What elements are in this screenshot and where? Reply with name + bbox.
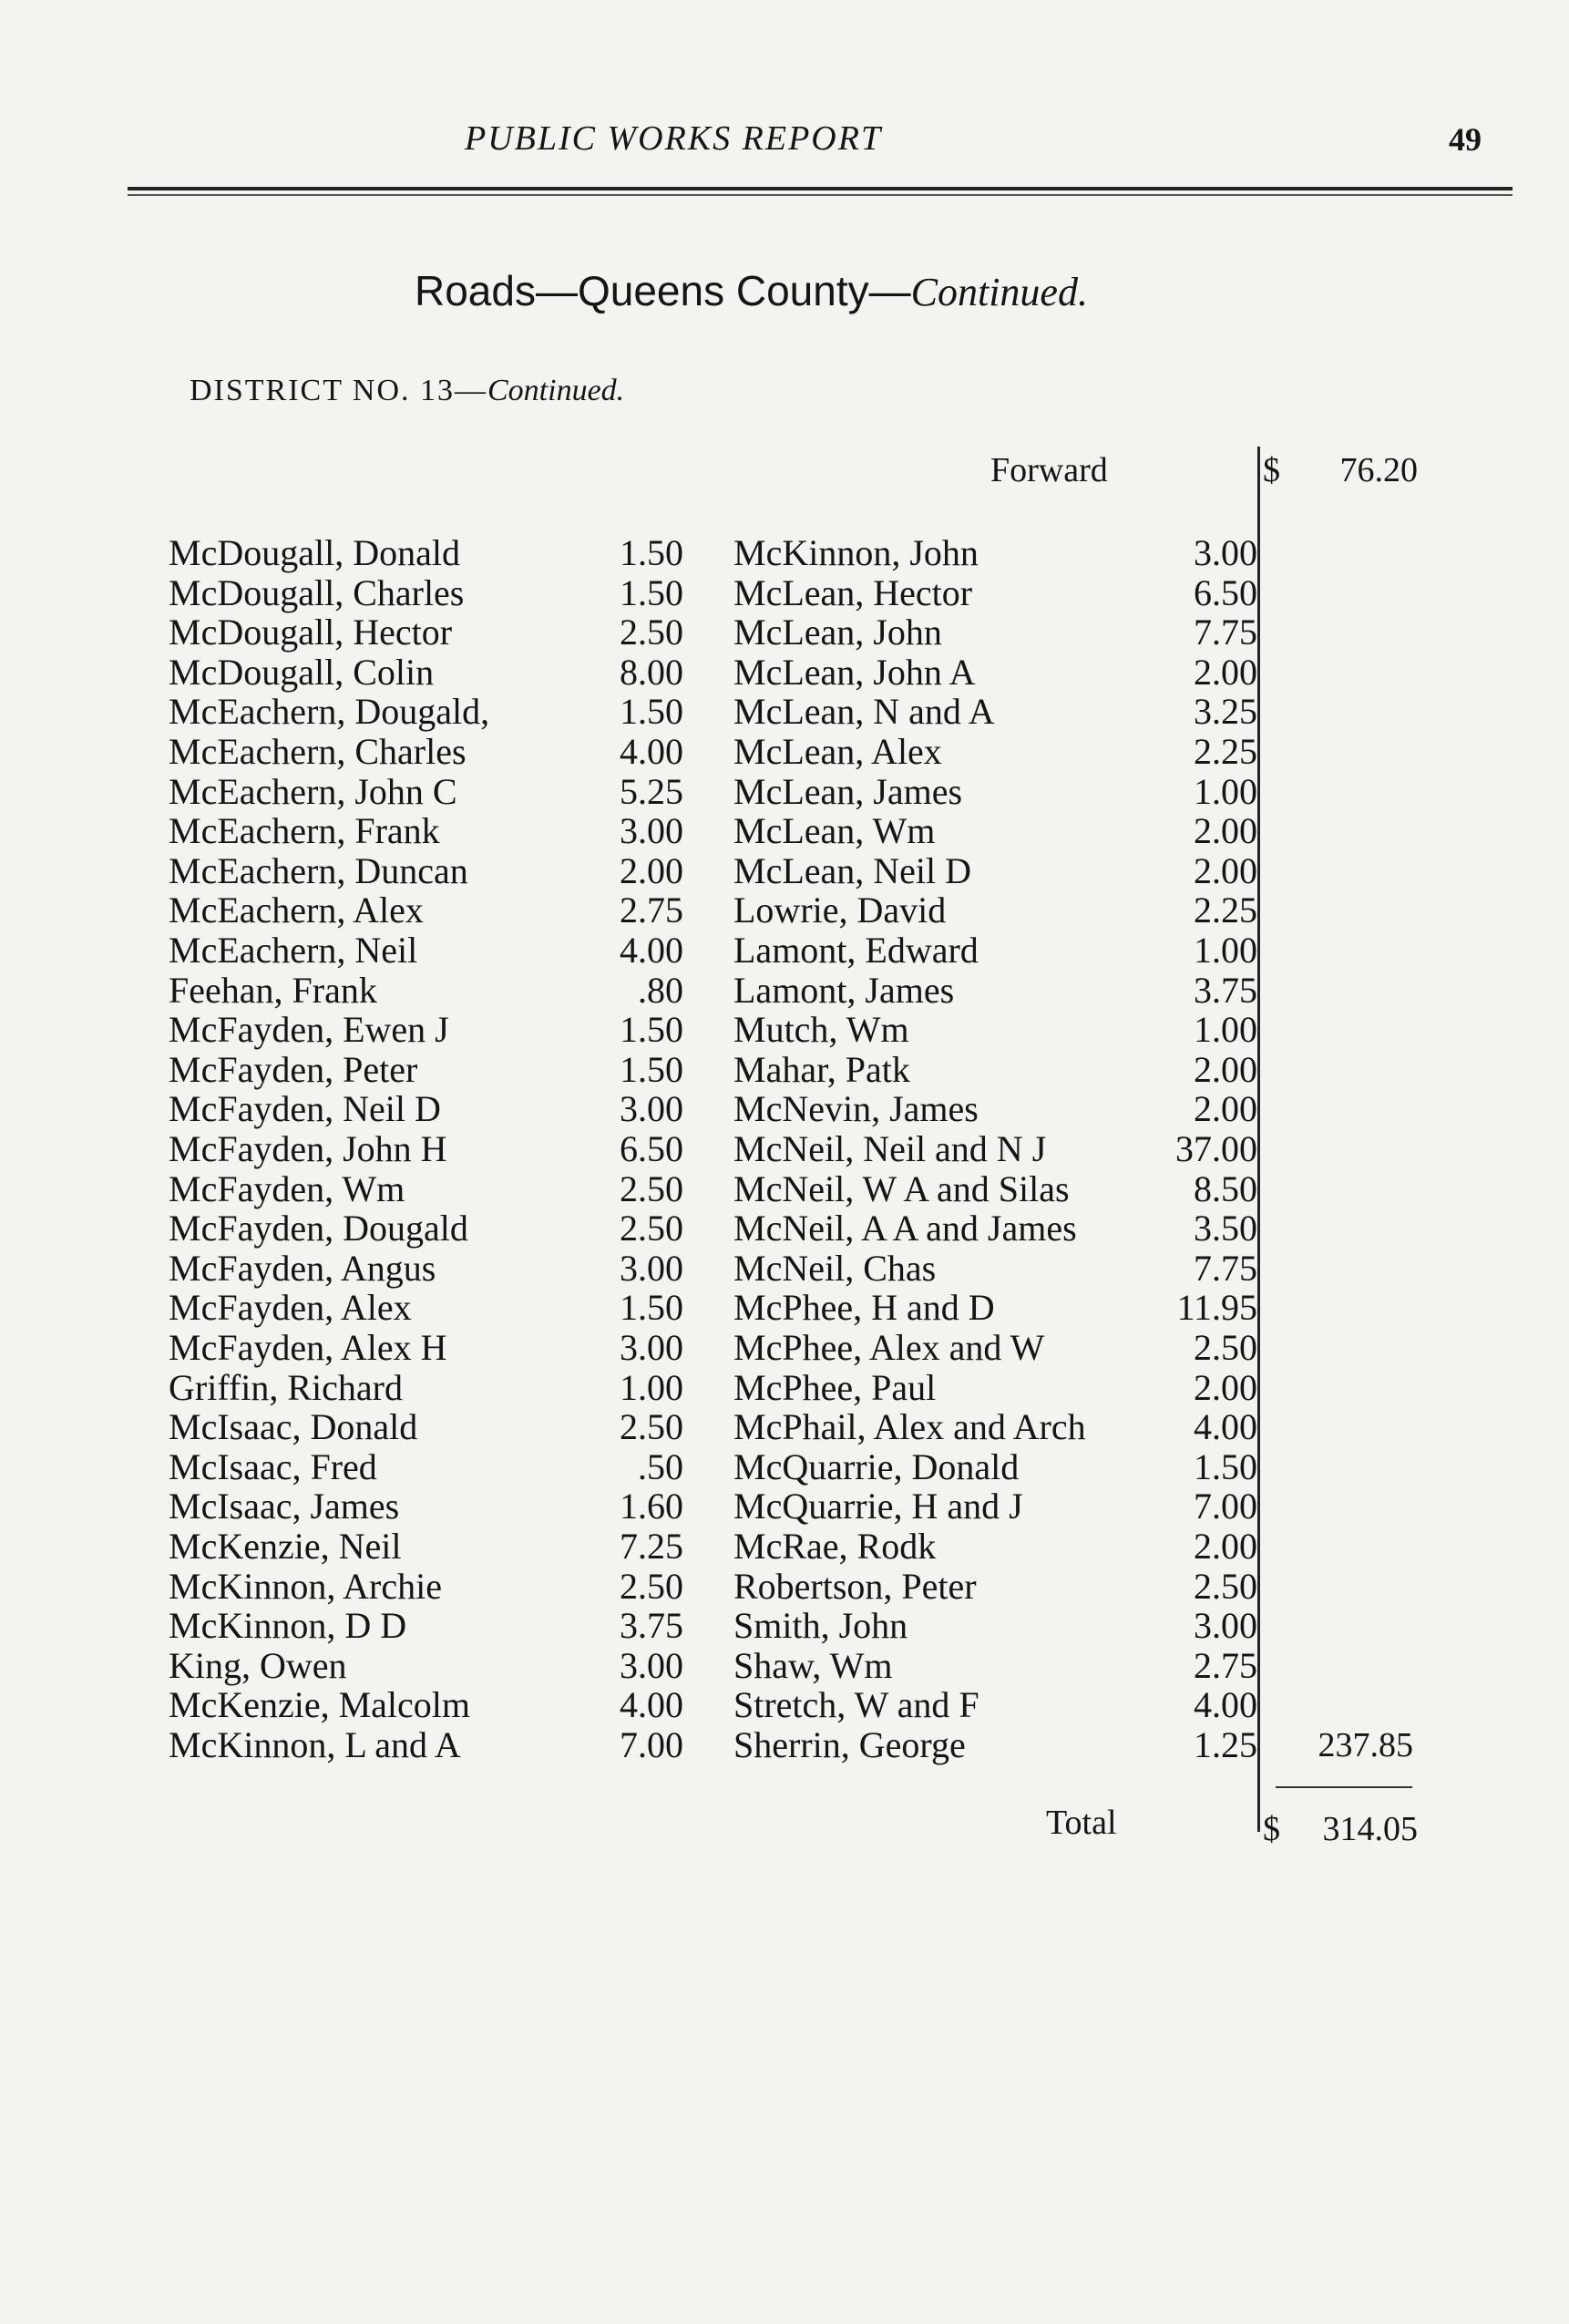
entry-amount: 3.50 <box>1194 1208 1257 1249</box>
entry-name: McDougall, Donald <box>169 532 460 573</box>
entry-amount: 3.00 <box>620 1644 683 1686</box>
entry-amount: 2.50 <box>1194 1327 1257 1368</box>
entry-amount: 2.50 <box>620 612 683 653</box>
entry-name: McEachern, John C <box>169 770 457 812</box>
entry-name: McEachern, Charles <box>169 731 467 772</box>
entry-amount: 1.00 <box>1194 930 1257 971</box>
entry-amount: 1.50 <box>620 691 683 733</box>
entry-amount: 4.00 <box>620 731 683 772</box>
entry-name: McFayden, Wm <box>169 1167 405 1209</box>
entry-amount: 4.00 <box>1194 1406 1257 1448</box>
entry-name: McFayden, Neil D <box>169 1088 441 1130</box>
forward-currency: $ <box>1263 451 1280 489</box>
entry-amount: 1.00 <box>1194 1009 1257 1051</box>
entry-amount: 2.50 <box>620 1208 683 1249</box>
entry-name: Shaw, Wm <box>733 1644 893 1686</box>
entry-amount: 1.25 <box>1194 1724 1257 1765</box>
district-continued: Continued. <box>487 374 625 407</box>
entry-name: McIsaac, Fred <box>169 1445 377 1487</box>
district-label: DISTRICT NO. 13— <box>190 374 487 407</box>
header-rule <box>128 187 1513 190</box>
entry-name: McEachern, Frank <box>169 810 440 852</box>
entry-amount: 3.00 <box>620 810 683 852</box>
header-rule-thin <box>128 194 1513 196</box>
total-amount <box>1263 1809 1418 1849</box>
entry-amount: 7.75 <box>1194 1247 1257 1289</box>
entry-amount: 1.50 <box>620 571 683 613</box>
entry-amount: 2.25 <box>1194 889 1257 931</box>
entry-name: McNevin, James <box>733 1088 979 1130</box>
entry-amount: 1.00 <box>1194 770 1257 812</box>
entry-name: McEachern, Alex <box>169 889 424 931</box>
entry-name: McIsaac, James <box>169 1486 400 1527</box>
entry-name: Lamont, Edward <box>733 930 979 971</box>
entry-amount: 37.00 <box>1175 1128 1257 1169</box>
entry-amount: 2.50 <box>620 1167 683 1209</box>
entry-amount: 1.50 <box>620 1009 683 1051</box>
section-title-continued: Continued. <box>910 270 1088 314</box>
forward-value: 76.20 <box>1339 451 1418 489</box>
entry-amount: .80 <box>638 969 683 1011</box>
section-title <box>415 266 1088 315</box>
entry-name: McEachern, Neil <box>169 930 418 971</box>
entry-name: McIsaac, Donald <box>169 1406 418 1448</box>
entry-name: King, Owen <box>169 1644 347 1686</box>
entry-name: Feehan, Frank <box>169 969 377 1011</box>
entry-name: McLean, John <box>733 612 942 653</box>
entry-amount: 3.00 <box>1194 1605 1257 1647</box>
entry-amount: 8.00 <box>620 651 683 693</box>
entry-name: McFayden, Angus <box>169 1247 436 1289</box>
entry-amount: 2.00 <box>1194 1088 1257 1130</box>
entry-name: McKinnon, John <box>733 532 979 573</box>
forward-amount <box>1263 450 1418 490</box>
entry-name: McLean, James <box>733 770 963 812</box>
entry-name: McDougall, Charles <box>169 571 465 613</box>
entry-name: McLean, John A <box>733 651 976 693</box>
entry-amount: 6.50 <box>620 1128 683 1169</box>
entry-amount: 2.50 <box>1194 1565 1257 1607</box>
entry-name: McKinnon, Archie <box>169 1565 442 1607</box>
entry-name: McFayden, Alex H <box>169 1327 447 1368</box>
entry-amount: 3.75 <box>1194 969 1257 1011</box>
entry-amount: 5.25 <box>620 770 683 812</box>
entry-amount: 4.00 <box>1194 1684 1257 1726</box>
entry-amount: 2.00 <box>620 849 683 891</box>
district-heading <box>190 374 624 408</box>
entry-name: McKenzie, Malcolm <box>169 1684 470 1726</box>
entry-amount: 4.00 <box>620 1684 683 1726</box>
entry-name: McLean, Hector <box>733 571 973 613</box>
entry-name: McKinnon, D D <box>169 1605 407 1647</box>
entry-amount: 2.00 <box>1194 810 1257 852</box>
entry-amount: 1.50 <box>1194 1445 1257 1487</box>
entry-amount: 3.75 <box>620 1605 683 1647</box>
entry-amount: 2.00 <box>1194 849 1257 891</box>
entry-amount: 1.50 <box>620 1048 683 1090</box>
entry-amount: 7.75 <box>1194 612 1257 653</box>
entry-amount: 2.00 <box>1194 1526 1257 1567</box>
entry-amount: 3.00 <box>1194 532 1257 573</box>
entry-amount: 1.60 <box>620 1486 683 1527</box>
entry-name: McNeil, Chas <box>733 1247 937 1289</box>
entry-amount: 7.00 <box>1194 1486 1257 1527</box>
entry-amount: 3.00 <box>620 1088 683 1130</box>
total-currency: $ <box>1263 1810 1280 1848</box>
entry-name: Griffin, Richard <box>169 1366 403 1408</box>
entry-name: Smith, John <box>733 1605 908 1647</box>
entry-amount: 2.00 <box>1194 1048 1257 1090</box>
entry-name: Lowrie, David <box>733 889 947 931</box>
entry-name: Lamont, James <box>733 969 955 1011</box>
amount-column-rule <box>1257 447 1260 1832</box>
running-header-title: PUBLIC WORKS REPORT <box>465 119 883 158</box>
entry-amount: 6.50 <box>1194 571 1257 613</box>
total-value: 314.05 <box>1322 1810 1418 1848</box>
entry-amount: 2.50 <box>620 1565 683 1607</box>
total-label: Total <box>1046 1804 1117 1842</box>
entry-name: McFayden, Dougald <box>169 1208 468 1249</box>
entry-name: McPhee, Paul <box>733 1366 937 1408</box>
entry-amount: 1.00 <box>620 1366 683 1408</box>
entry-name: McNeil, A A and James <box>733 1208 1077 1249</box>
entry-name: Mahar, Patk <box>733 1048 910 1090</box>
entry-name: McPhee, Alex and W <box>733 1327 1045 1368</box>
entry-amount: 7.00 <box>620 1724 683 1765</box>
entry-name: McFayden, Ewen J <box>169 1009 449 1051</box>
entry-name: McRae, Rodk <box>733 1526 937 1567</box>
entry-amount: 1.50 <box>620 532 683 573</box>
entry-name: McKenzie, Neil <box>169 1526 402 1567</box>
subtotal-amount: 237.85 <box>1318 1726 1413 1764</box>
entry-name: McNeil, W A and Silas <box>733 1167 1070 1209</box>
entry-name: McPhee, H and D <box>733 1287 995 1329</box>
entry-name: McFayden, Alex <box>169 1287 412 1329</box>
entry-name: McFayden, John H <box>169 1128 447 1169</box>
entry-name: McEachern, Dougald, <box>169 691 490 733</box>
entry-name: McEachern, Duncan <box>169 849 468 891</box>
entry-amount: 2.75 <box>620 889 683 931</box>
entry-amount: 2.50 <box>620 1406 683 1448</box>
entry-amount: 7.25 <box>620 1526 683 1567</box>
entry-name: McQuarrie, H and J <box>733 1486 1023 1527</box>
entry-amount: 3.25 <box>1194 691 1257 733</box>
entry-amount: 3.00 <box>620 1247 683 1289</box>
entry-name: McLean, N and A <box>733 691 995 733</box>
entry-name: McQuarrie, Donald <box>733 1445 1020 1487</box>
entry-name: McDougall, Hector <box>169 612 453 653</box>
entry-name: McLean, Alex <box>733 731 942 772</box>
entry-name: McLean, Wm <box>733 810 936 852</box>
entry-amount: 2.00 <box>1194 1366 1257 1408</box>
entry-name: Mutch, Wm <box>733 1009 909 1051</box>
section-title-main: Roads—Queens County— <box>415 267 911 314</box>
forward-label: Forward <box>990 451 1108 489</box>
entry-name: McFayden, Peter <box>169 1048 418 1090</box>
entry-name: McPhail, Alex and Arch <box>733 1406 1086 1448</box>
entry-amount: .50 <box>638 1445 683 1487</box>
entry-name: McKinnon, L and A <box>169 1724 461 1765</box>
entry-amount: 8.50 <box>1194 1167 1257 1209</box>
entry-name: Stretch, W and F <box>733 1684 979 1726</box>
entry-name: Sherrin, George <box>733 1724 966 1765</box>
page-number: 49 <box>1449 121 1482 158</box>
entry-name: McNeil, Neil and N J <box>733 1128 1047 1169</box>
entry-amount: 2.75 <box>1194 1644 1257 1686</box>
entry-amount: 3.00 <box>620 1327 683 1368</box>
entry-name: McLean, Neil D <box>733 849 972 891</box>
entry-amount: 11.95 <box>1176 1287 1257 1329</box>
entry-amount: 2.00 <box>1194 651 1257 693</box>
entry-amount: 1.50 <box>620 1287 683 1329</box>
total-rule <box>1276 1786 1412 1788</box>
entry-amount: 4.00 <box>620 930 683 971</box>
entry-name: Robertson, Peter <box>733 1565 977 1607</box>
entry-name: McDougall, Colin <box>169 651 435 693</box>
entry-amount: 2.25 <box>1194 731 1257 772</box>
